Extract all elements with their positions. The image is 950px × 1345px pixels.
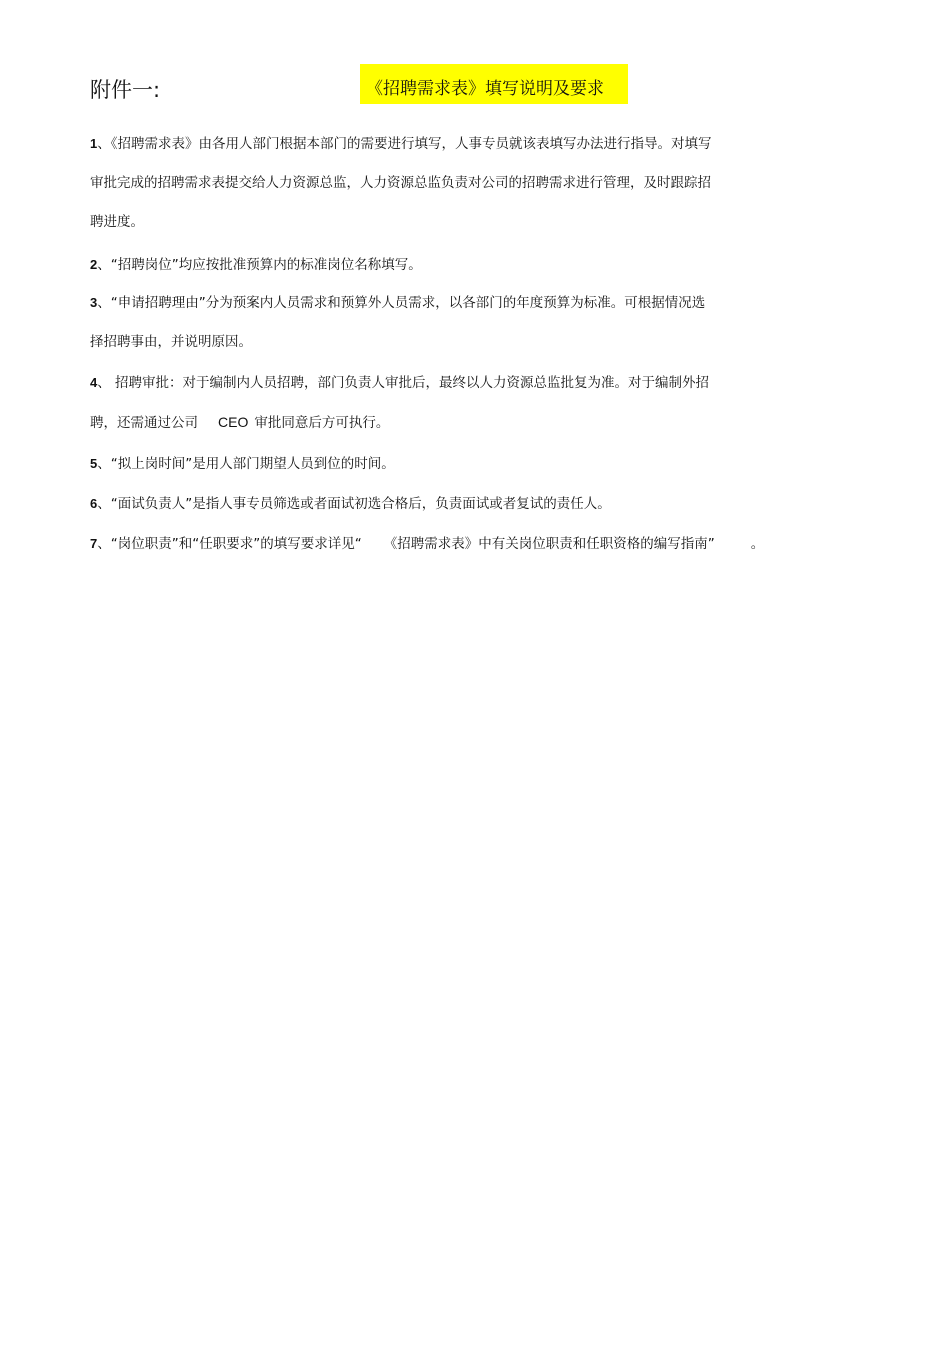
attachment-label: 附件一: [90,78,161,102]
item-3-line-1 [90,293,705,313]
item-text: 、 招聘审批：对于编制内人员招聘，部门负责人审批后，最终以人力资源总监批复为准。对于编制外招 [97,375,710,391]
item-number: 3 [90,295,98,310]
item-text: 、“岗位职责”和“任职要求”的填写要求详见“ [97,536,362,552]
item-1-line-1 [90,134,711,154]
item-1-line-3 [90,212,144,232]
item-text: 、“面试负责人”是指人事专员筛选或者面试初选合格后，负责面试或者复试的责任人。 [97,496,611,512]
item-text: 择招聘事由，并说明原因。 [90,334,252,350]
item-2-line-1 [90,255,422,275]
item-text: 、“申请招聘理由”分为预案内人员需求和预算外人员需求，以各部门的年度预算为标准。可根据情况选 [97,295,706,311]
item-number: 7 [90,536,98,551]
item-text: 审批完成的招聘需求表提交给人力资源总监，人力资源总监负责对公司的招聘需求进行管理，及时跟踪招 [90,175,711,191]
item-4-line-2 [90,412,389,433]
item-number: 5 [90,456,98,471]
item-3-line-2 [90,332,252,352]
item-text: 审批同意后方可执行。 [254,415,390,431]
item-4-line-1 [90,373,709,393]
item-text: 《招聘需求表》中有关岗位职责和任职资格的编写指南” [383,536,715,552]
item-text: 。 [750,536,765,552]
item-5-line-1 [90,454,395,474]
item-text: 、《招聘需求表》由各用人部门根据本部门的需要进行填写，人事专员就该表填写办法进行指导。对填写 [97,136,712,152]
document-title: 《招聘需求表》填写说明及要求 [366,79,604,99]
item-text: 、“拟上岗时间”是用人部门期望人员到位的时间。 [97,456,395,472]
item-number: 6 [90,496,98,511]
item-text-ceo: CEO [218,414,249,430]
item-number: 2 [90,257,98,272]
item-number: 4 [90,375,98,390]
item-number: 1 [90,136,98,151]
item-text: 聘进度。 [90,214,144,230]
item-text: 、“招聘岗位”均应按批准预算内的标准岗位名称填写。 [97,257,422,273]
item-1-line-2 [90,173,711,193]
item-6-line-1 [90,494,611,514]
item-7-line-1 [90,534,764,554]
item-text: 聘，还需通过公司 [90,415,198,431]
